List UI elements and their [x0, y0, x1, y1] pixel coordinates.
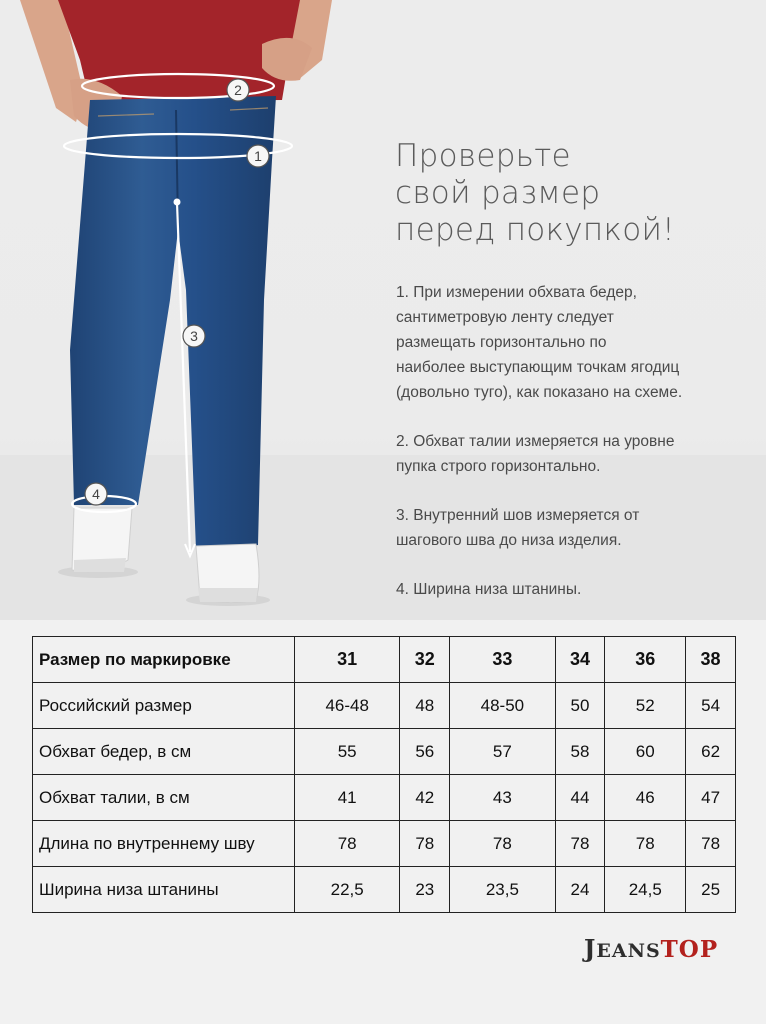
table-cell: 62 [686, 729, 736, 775]
table-cell: 44 [555, 775, 605, 821]
note-line: 3. Внутренний шов измеряется от [396, 507, 640, 524]
table-cell: 54 [686, 683, 736, 729]
note-line: 1. При измерении обхвата бедер, [396, 284, 637, 301]
measure-marker-2: 2 [234, 82, 242, 98]
headline-line: перед покупкой! [395, 212, 675, 248]
table-cell: 23,5 [450, 867, 555, 913]
table-row [33, 775, 736, 821]
table-cell: 23 [400, 867, 450, 913]
row-label: Длина по внутреннему шву [33, 821, 295, 867]
table-cell: 58 [555, 729, 605, 775]
table-cell: 50 [555, 683, 605, 729]
note-waist [396, 429, 756, 479]
table-cell: 78 [686, 821, 736, 867]
size-header-cell: 34 [555, 637, 605, 683]
note-line: шагового шва до низа изделия. [396, 532, 622, 549]
headline-line: свой размер [395, 175, 601, 211]
table-cell: 46-48 [295, 683, 400, 729]
table-row [33, 683, 736, 729]
row-label: Обхват талии, в см [33, 775, 295, 821]
headline-line: Проверьте [395, 138, 571, 174]
table-cell: 48 [400, 683, 450, 729]
table-cell: 24 [555, 867, 605, 913]
table-header-label: Размер по маркировке [33, 637, 295, 683]
table-cell: 78 [450, 821, 555, 867]
size-header-cell: 32 [400, 637, 450, 683]
table-header-row [33, 637, 736, 683]
table-row [33, 821, 736, 867]
table-cell: 52 [605, 683, 686, 729]
note-hem [396, 577, 756, 602]
table-cell: 43 [450, 775, 555, 821]
size-header-cell: 31 [295, 637, 400, 683]
row-label: Российский размер [33, 683, 295, 729]
note-line: пупка строго горизонтально. [396, 458, 601, 475]
note-hips [396, 280, 756, 405]
table-cell: 24,5 [605, 867, 686, 913]
table-row [33, 867, 736, 913]
note-line: 2. Обхват талии измеряется на уровне [396, 433, 675, 450]
size-header-cell: 36 [605, 637, 686, 683]
table-cell: 56 [400, 729, 450, 775]
note-line: (довольно туго), как показано на схеме. [396, 384, 683, 401]
table-cell: 78 [555, 821, 605, 867]
size-header-cell: 33 [450, 637, 555, 683]
row-label: Ширина низа штанины [33, 867, 295, 913]
note-line: размещать горизонтально по [396, 334, 607, 351]
note-line: сантиметровую ленту следует [396, 309, 614, 326]
row-label: Обхват бедер, в см [33, 729, 295, 775]
table-cell: 42 [400, 775, 450, 821]
headline [395, 138, 755, 249]
table-cell: 57 [450, 729, 555, 775]
brand-logo [584, 934, 718, 963]
table-cell: 48-50 [450, 683, 555, 729]
table-cell: 47 [686, 775, 736, 821]
table-cell: 41 [295, 775, 400, 821]
table-cell: 60 [605, 729, 686, 775]
table-cell: 25 [686, 867, 736, 913]
note-inseam [396, 503, 756, 553]
note-line: наиболее выступающим точкам ягодиц [396, 359, 680, 376]
table-cell: 46 [605, 775, 686, 821]
measure-marker-3: 3 [190, 328, 198, 344]
table-cell: 78 [400, 821, 450, 867]
table-cell: 55 [295, 729, 400, 775]
brand-logo-part2: TOP [660, 936, 719, 963]
size-table [32, 636, 736, 913]
brand-logo-part1: JEANS [584, 934, 661, 963]
table-cell: 78 [605, 821, 686, 867]
table-row [33, 729, 736, 775]
measurement-notes [396, 280, 756, 626]
table-cell: 22,5 [295, 867, 400, 913]
measure-marker-4: 4 [92, 486, 100, 502]
note-line: 4. Ширина низа штанины. [396, 581, 582, 598]
measure-marker-1: 1 [254, 148, 262, 164]
table-cell: 78 [295, 821, 400, 867]
size-header-cell: 38 [686, 637, 736, 683]
